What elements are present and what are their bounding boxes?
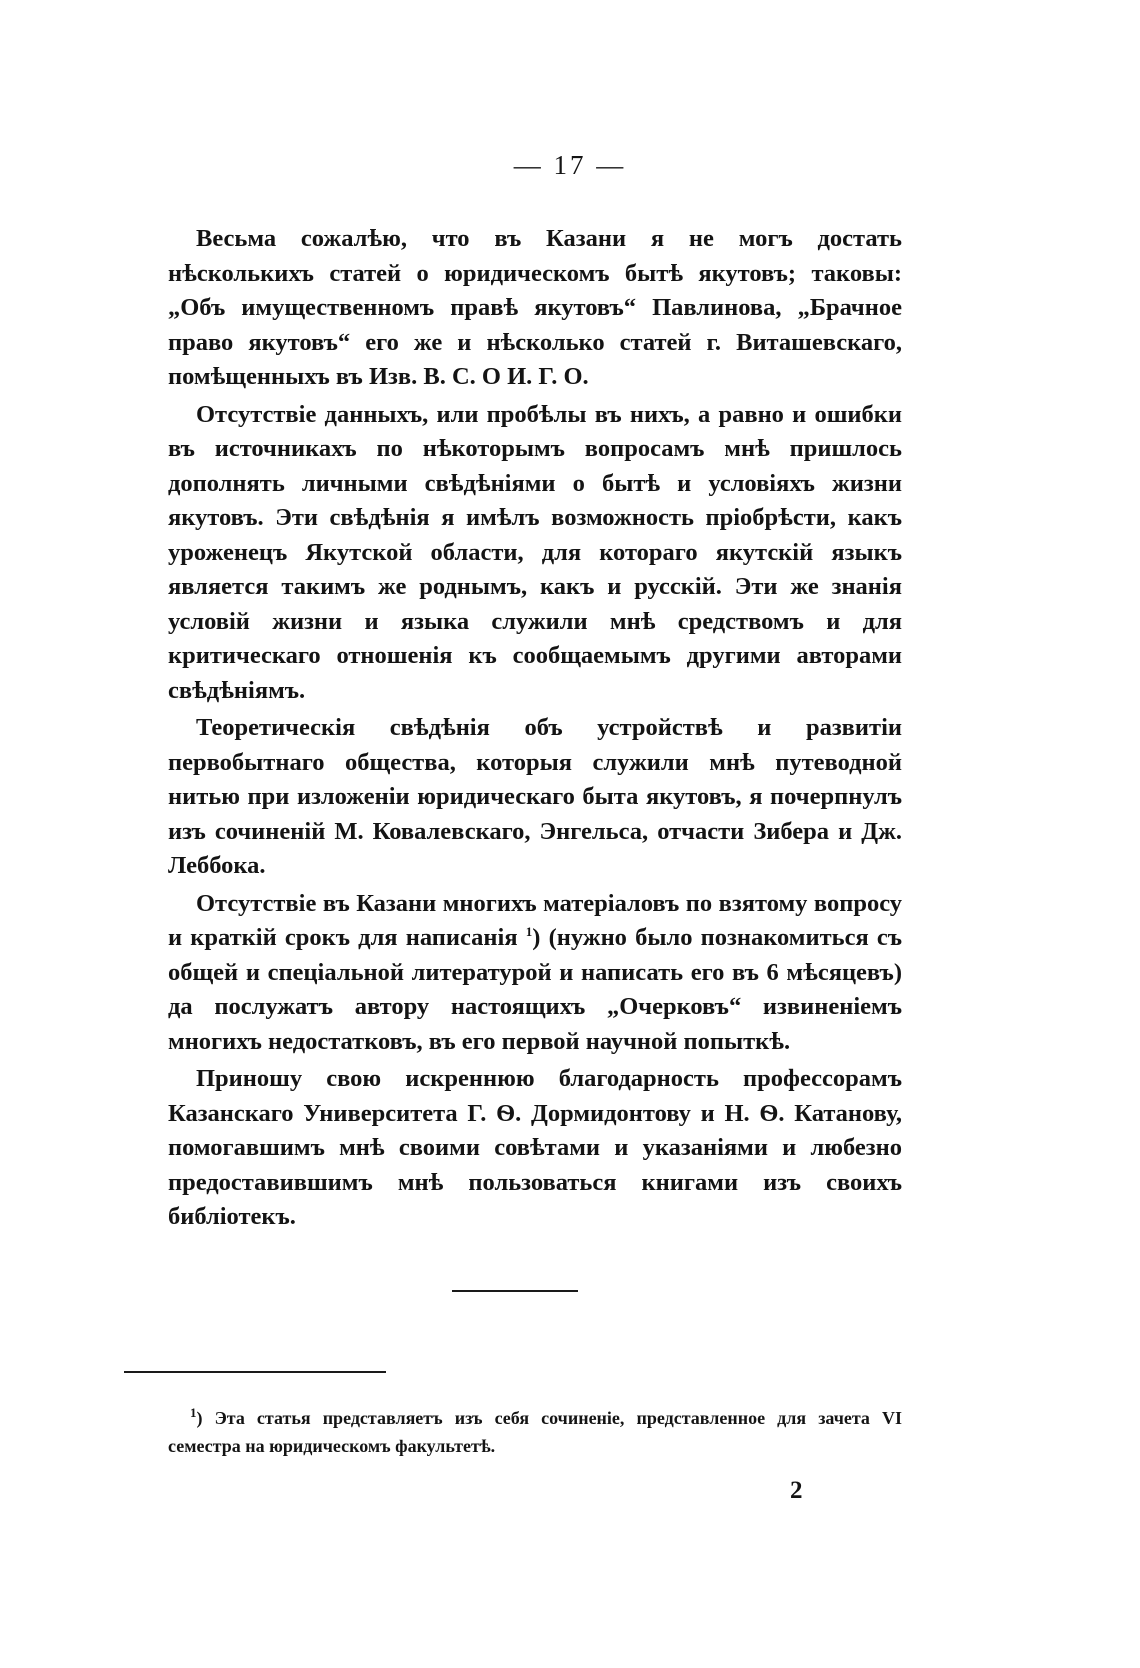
footnote-rule	[124, 1371, 386, 1373]
paragraph-5: Приношу свою искреннюю благодарность профессорамъ Казанскаго Университета Г. Ѳ. Дормидонтову и Н. Ѳ. Катанову, помогавшимъ мнѣ своими совѣтами и указаніями и любезно предоставившимъ мнѣ пользоваться книгами изъ своихъ библіотекъ.	[168, 1065, 902, 1230]
signature-number: 2	[790, 1477, 803, 1504]
footnote-reference: 1	[525, 923, 533, 939]
section-end-rule	[452, 1290, 578, 1292]
main-text	[168, 222, 902, 1238]
paragraph-4-text-b: ) (нужно было познакомиться съ общей и спеціальной литературой и написать его въ 6 мѣсяцевъ) да послужатъ автору настоящихъ „Очерковъ“ извиненіемъ многихъ недостатковъ, въ его первой научной попыткѣ.	[168, 924, 903, 1055]
paragraph-3: Теоретическія свѣдѣнія объ устройствѣ и развитіи первобытнаго общества, которыя служили мнѣ путеводной нитью при изложеніи юридическаго быта якутовъ, я почерпнулъ изъ сочиненій М. Ковалевскаго, Энгельса, отчасти Зибера и Дж. Леббока.	[168, 714, 902, 879]
footnote-mark: 1	[190, 1405, 197, 1420]
footnote-text: ) Эта статья представляетъ изъ себя сочиненіе, представленное для зачета VI семестра на юридическомъ факультетѣ.	[168, 1408, 902, 1456]
paragraph-4	[168, 887, 902, 1060]
paragraph-2: Отсутствіе данныхъ, или пробѣлы въ нихъ, а равно и ошибки въ источникахъ по нѣкоторымъ вопросамъ мнѣ пришлось дополнять личными свѣдѣніями о бытѣ и условіяхъ жизни якутовъ. Эти свѣдѣнія я имѣлъ возможность пріобрѣсти, какъ уроженецъ Якутской области, для котораго якутскій языкъ является такимъ же роднымъ, какъ и русскій. Эти же знанія условій жизни и языка служили мнѣ средствомъ и для критическаго отношенія къ сообщаемымъ другими авторами свѣдѣніямъ.	[168, 400, 902, 704]
footnote	[168, 1404, 902, 1460]
paragraph-1: Весьма сожалѣю, что въ Казани я не могъ достать нѣсколькихъ статей о юридическомъ бытѣ якутовъ; таковы: „Объ имущественномъ правѣ якутовъ“ Павлинова, „Брачное право якутовъ“ его же и нѣсколько статей г. Виташевскаго, помѣщенныхъ въ Изв. В. С. О И. Г. О.	[168, 225, 902, 390]
paragraph-4-text-a: Отсутствіе въ Казани многихъ матеріаловъ по взятому вопросу и краткій срокъ для написанія	[168, 889, 902, 951]
page-number-header: — 17 —	[513, 150, 627, 180]
